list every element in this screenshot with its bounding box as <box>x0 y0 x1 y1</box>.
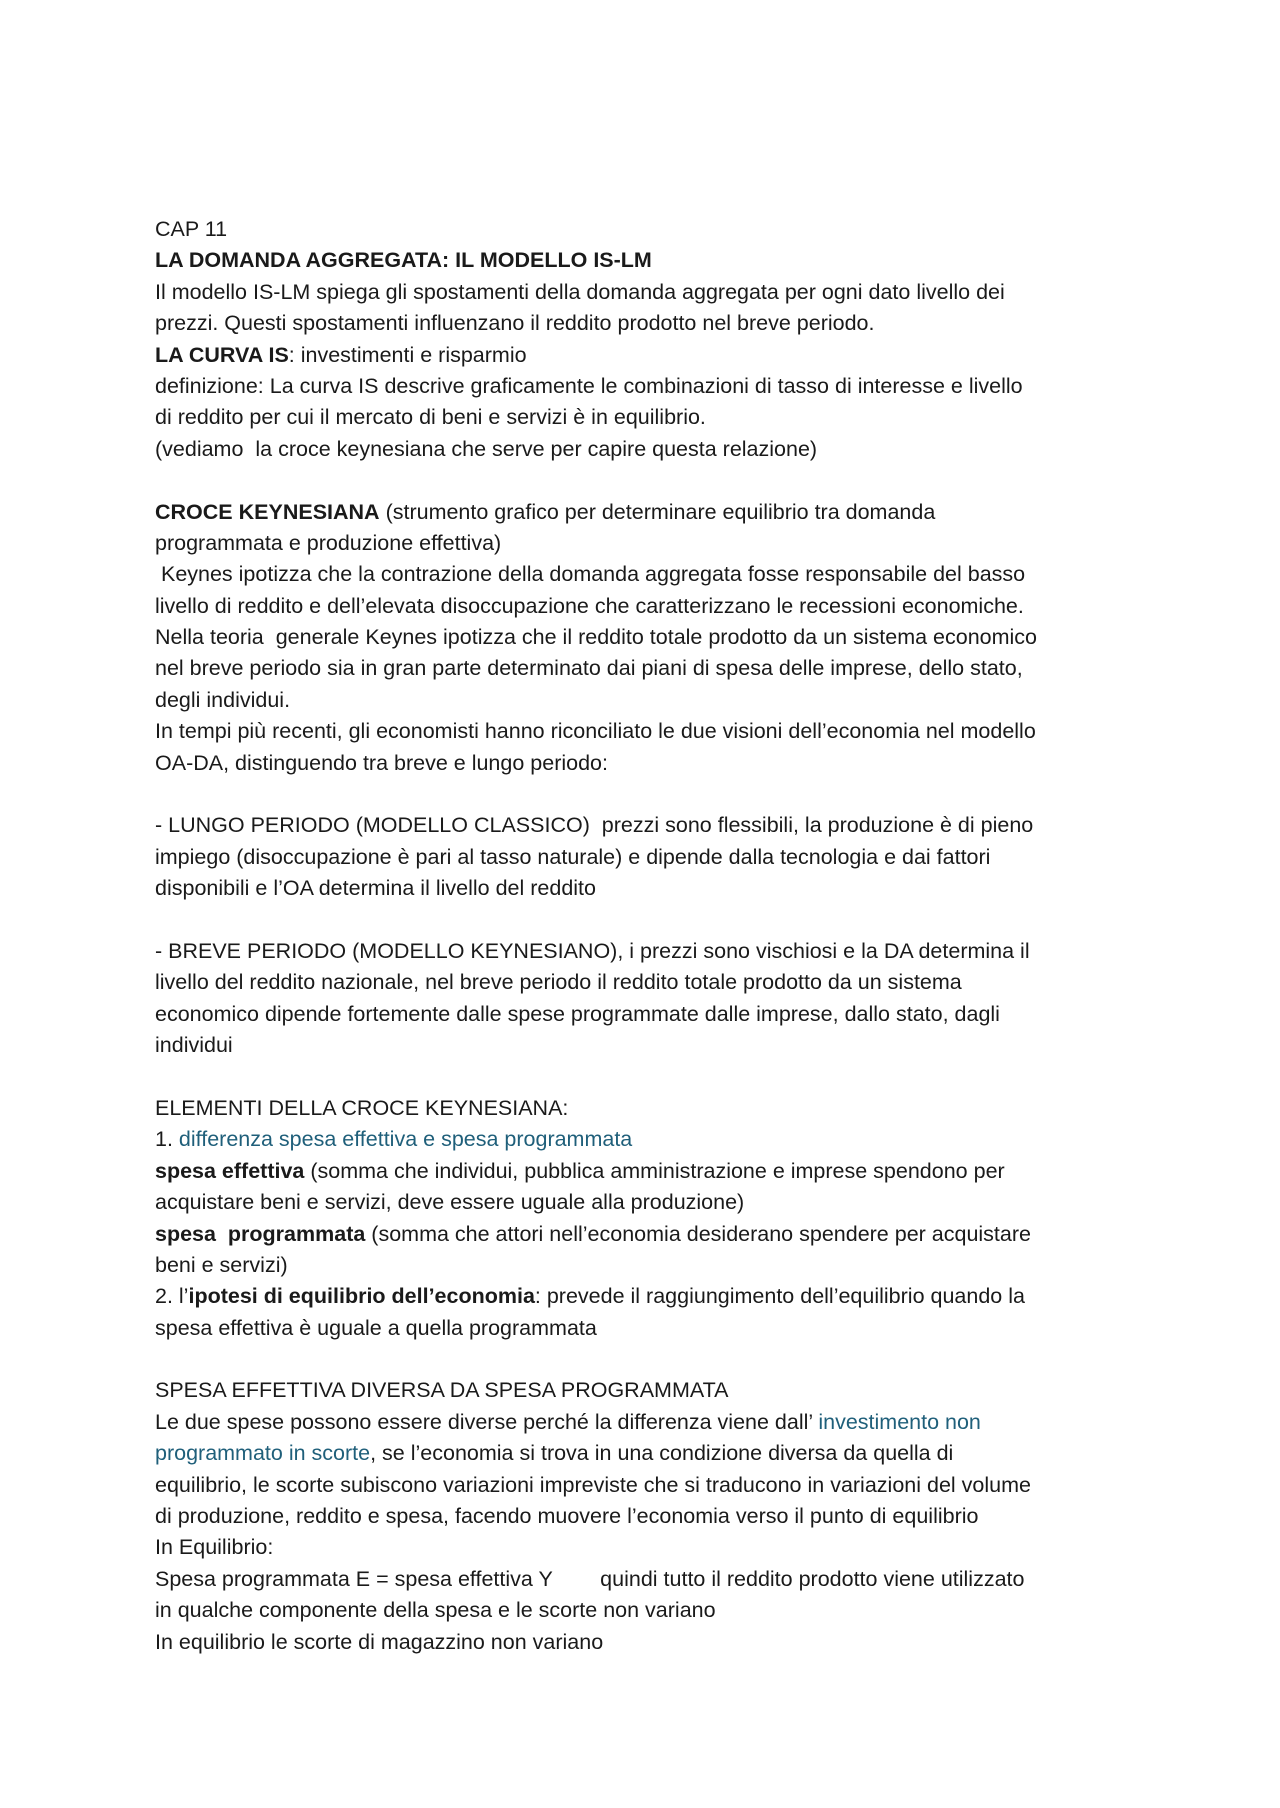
breve-line-1: - BREVE PERIODO (MODELLO KEYNESIANO), i prezzi sono vischiosi e la DA determina il <box>155 938 1030 963</box>
croce-line-5: nel breve periodo sia in gran parte determinato dai piani di spesa delle imprese, dello stato, <box>155 656 1023 681</box>
breve-line-2: livello del reddito nazionale, nel breve periodo il reddito totale prodotto da un sistema <box>155 970 962 995</box>
spesa-diversa-line-8: In equilibrio le scorte di magazzino non variano <box>155 1629 604 1654</box>
croce-line-8: OA-DA, distinguendo tra breve e lungo periodo: <box>155 750 608 775</box>
curva-is-heading: LA CURVA IS: investimenti e risparmio <box>155 342 527 367</box>
croce-line-3: livello di reddito e dell’elevata disoccupazione che caratterizzano le recessioni economiche. <box>155 593 1024 618</box>
breve-line-3: economico dipende fortemente dalle spese programmate dalle imprese, dallo stato, dagli <box>155 1001 1000 1026</box>
spesa-programmata-line-1: spesa programmata (somma che attori nell’economia desiderano spendere per acquistare <box>155 1221 1031 1246</box>
intro-line-2: prezzi. Questi spostamenti influenzano il reddito prodotto nel breve periodo. <box>155 311 875 336</box>
elementi-item-1: 1. differenza spesa effettiva e spesa programmata <box>155 1127 633 1152</box>
spesa-effettiva-line-1: spesa effettiva (somma che individui, pubblica amministrazione e imprese spendono per <box>155 1158 1005 1183</box>
document-page <box>155 214 1145 1658</box>
spesa-diversa-line-3: equilibrio, le scorte subiscono variazioni impreviste che si traducono in variazioni del volume <box>155 1472 1031 1497</box>
elementi-item-2: 2. l’ipotesi di equilibrio dell’economia: prevede il raggiungimento dell’equilibrio quando la <box>155 1284 1025 1309</box>
intro-line-1: Il modello IS-LM spiega gli spostamenti della domanda aggregata per ogni dato livello dei <box>155 279 1005 304</box>
spesa-diversa-line-6: Spesa programmata E = spesa effettiva Y quindi tutto il reddito prodotto viene utilizzato <box>155 1566 1025 1591</box>
spesa-diversa-line-4: di produzione, reddito e spesa, facendo muovere l’economia verso il punto di equilibrio <box>155 1504 979 1529</box>
curva-is-def-2: di reddito per cui il mercato di beni e servizi è in equilibrio. <box>155 405 706 430</box>
spesa-diversa-line-1: Le due spese possono essere diverse perché la differenza viene dall’ investimento non <box>155 1409 981 1434</box>
curva-is-def-3: (vediamo la croce keynesiana che serve per capire questa relazione) <box>155 436 818 461</box>
investimento-link-part-1[interactable]: investimento non <box>818 1409 981 1434</box>
croce-line-4: Nella teoria generale Keynes ipotizza che il reddito totale prodotto da un sistema economico <box>155 625 1038 650</box>
spesa-effettiva-line-2: acquistare beni e servizi, deve essere uguale alla produzione) <box>155 1190 745 1215</box>
elementi-heading: ELEMENTI DELLA CROCE KEYNESIANA: <box>155 1095 569 1120</box>
elementi-item-1-link[interactable]: differenza spesa effettiva e spesa programmata <box>178 1127 633 1152</box>
page-title: LA DOMANDA AGGREGATA: IL MODELLO IS-LM <box>155 248 652 273</box>
breve-line-4: individui <box>155 1033 233 1058</box>
croce-heading: CROCE KEYNESIANA (strumento grafico per determinare equilibrio tra domanda <box>155 499 936 524</box>
investimento-link-part-2[interactable]: programmato in scorte <box>155 1441 371 1466</box>
chapter-label: CAP 11 <box>155 217 228 241</box>
spesa-diversa-line-7: in qualche componente della spesa e le scorte non variano <box>155 1598 716 1623</box>
spesa-diversa-line-2: programmato in scorte, se l’economia si trova in una condizione diversa da quella di <box>155 1441 954 1466</box>
curva-is-def-1: definizione: La curva IS descrive graficamente le combinazioni di tasso di interesse e livello <box>155 373 1023 398</box>
lungo-line-3: disponibili e l’OA determina il livello del reddito <box>155 876 596 901</box>
lungo-line-1: - LUNGO PERIODO (MODELLO CLASSICO) prezzi sono flessibili, la produzione è di pieno <box>155 813 1034 838</box>
croce-line-2: Keynes ipotizza che la contrazione della domanda aggregata fosse responsabile del basso <box>155 562 1026 587</box>
spesa-diversa-heading: SPESA EFFETTIVA DIVERSA DA SPESA PROGRAMMATA <box>155 1378 729 1403</box>
croce-line-1: programmata e produzione effettiva) <box>155 530 502 555</box>
lungo-line-2: impiego (disoccupazione è pari al tasso naturale) e dipende dalla tecnologia e dai fattori <box>155 844 991 869</box>
elementi-item-2-line-2: spesa effettiva è uguale a quella programmata <box>155 1315 597 1340</box>
croce-line-6: degli individui. <box>155 687 291 712</box>
croce-line-7: In tempi più recenti, gli economisti hanno riconciliato le due visioni dell’economia nel modello <box>155 719 1036 744</box>
spesa-diversa-line-5: In Equilibrio: <box>155 1535 274 1560</box>
spesa-programmata-line-2: beni e servizi) <box>155 1252 288 1277</box>
